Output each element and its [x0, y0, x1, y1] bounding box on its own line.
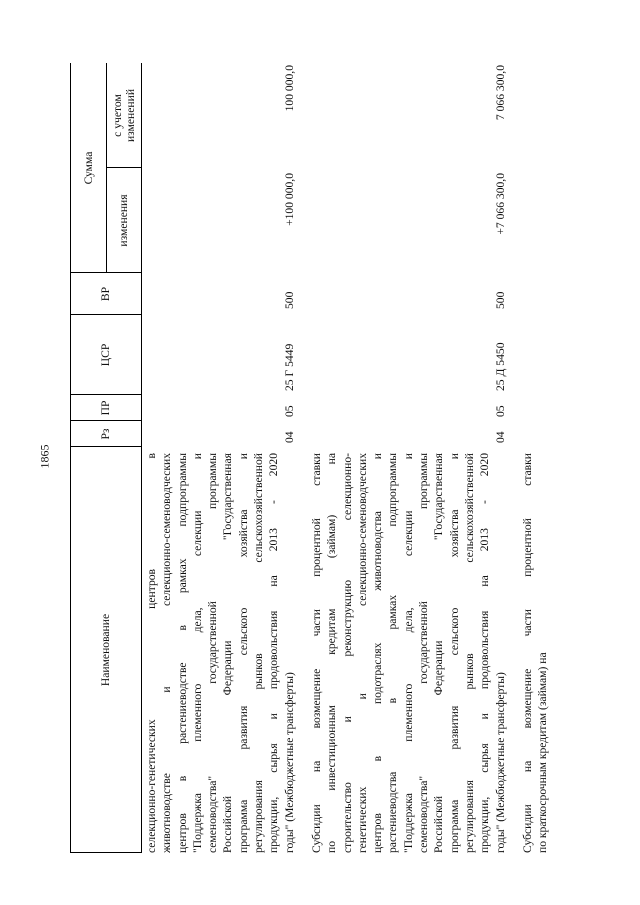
row-name-line: генетических и селекционно-семеноводческих — [355, 453, 369, 853]
header-vr: ВР — [99, 286, 113, 302]
row-name-line: регулирования рынков сельскохозяйственной — [462, 453, 476, 853]
row-vr: 500 — [282, 291, 296, 309]
row-name-line: строительство и реконструкцию селекционно- — [340, 453, 354, 853]
row-csr: 25 Д 5450 — [493, 342, 507, 391]
row-name — [144, 453, 297, 853]
header-pr: ПР — [99, 400, 113, 416]
row-name-line: годы" (Межбюджетные трансферты) — [493, 672, 507, 853]
row-total: 7 066 300,0 — [493, 65, 507, 121]
row-name-line: "Поддержка племенного дела, селекции и — [190, 453, 204, 853]
row-name-line: продукции, сырья и продовольствия на 2013 - 2020 — [478, 453, 492, 853]
row-name-line: программа развития сельского хозяйства и — [447, 453, 461, 853]
header-change: изменения — [116, 194, 130, 247]
row-name-line: семеноводства" государственной программы — [417, 453, 431, 853]
row-name-line: Субсидии на возмещение части процентной ставки — [520, 453, 534, 853]
row-name-line: "Поддержка племенного дела, селекции и — [401, 453, 415, 853]
page-number: 1865 — [37, 444, 52, 468]
row-name-line: регулирования рынков сельскохозяйственной — [252, 453, 266, 853]
row-name — [520, 453, 551, 853]
row-name-line: по краткосрочным кредитам (займам) на — [536, 652, 550, 853]
row-pr: 05 — [493, 405, 507, 417]
header-sum: Сумма — [81, 151, 95, 185]
header-csr: ЦСР — [99, 343, 113, 367]
row-name-line: годы" (Межбюджетные трансферты) — [282, 672, 296, 853]
header-rz: Рз — [99, 428, 113, 440]
row-csr: 25 Г 5449 — [282, 343, 296, 391]
row-change: +100 000,0 — [282, 173, 296, 226]
row-name-line: Российской Федерации "Государственная — [432, 453, 446, 853]
row-change: +7 066 300,0 — [493, 173, 507, 235]
row-total: 100 000,0 — [282, 65, 296, 112]
row-pr: 05 — [282, 405, 296, 417]
row-name-line: семеноводства" государственной программы — [206, 453, 220, 853]
row-name-line: селекционно-генетических центров в — [145, 453, 158, 853]
budget-table — [70, 63, 590, 853]
row-name — [309, 453, 508, 853]
row-rz: 04 — [282, 431, 296, 443]
row-name-line: продукции, сырья и продовольствия на 2013 - 2020 — [267, 453, 281, 853]
table-header — [70, 63, 142, 853]
row-name-line: Субсидии на возмещение части процентной ставки — [310, 453, 323, 853]
row-name-line: по инвестиционным кредитам (займам) на — [325, 453, 339, 853]
row-name-line: центров в подотраслях животноводства и — [371, 453, 385, 853]
row-name-line: растениеводства в рамках подпрограммы — [386, 453, 400, 853]
row-name-line: Российской Федерации "Государственная — [221, 453, 235, 853]
row-vr: 500 — [493, 291, 507, 309]
header-with-changes: с учетом изменений — [110, 88, 137, 143]
row-name-line: центров в растениеводстве в рамках подпрограммы — [175, 453, 189, 853]
table-row — [309, 63, 514, 853]
table-row — [144, 63, 303, 853]
table-row — [520, 63, 557, 853]
row-rz: 04 — [493, 431, 507, 443]
row-name-line: программа развития сельского хозяйства и — [236, 453, 250, 853]
header-name: Наименование — [99, 613, 113, 687]
row-name-line: животноводстве и селекционно-семеноводческих — [160, 453, 174, 853]
table-body — [144, 63, 556, 853]
